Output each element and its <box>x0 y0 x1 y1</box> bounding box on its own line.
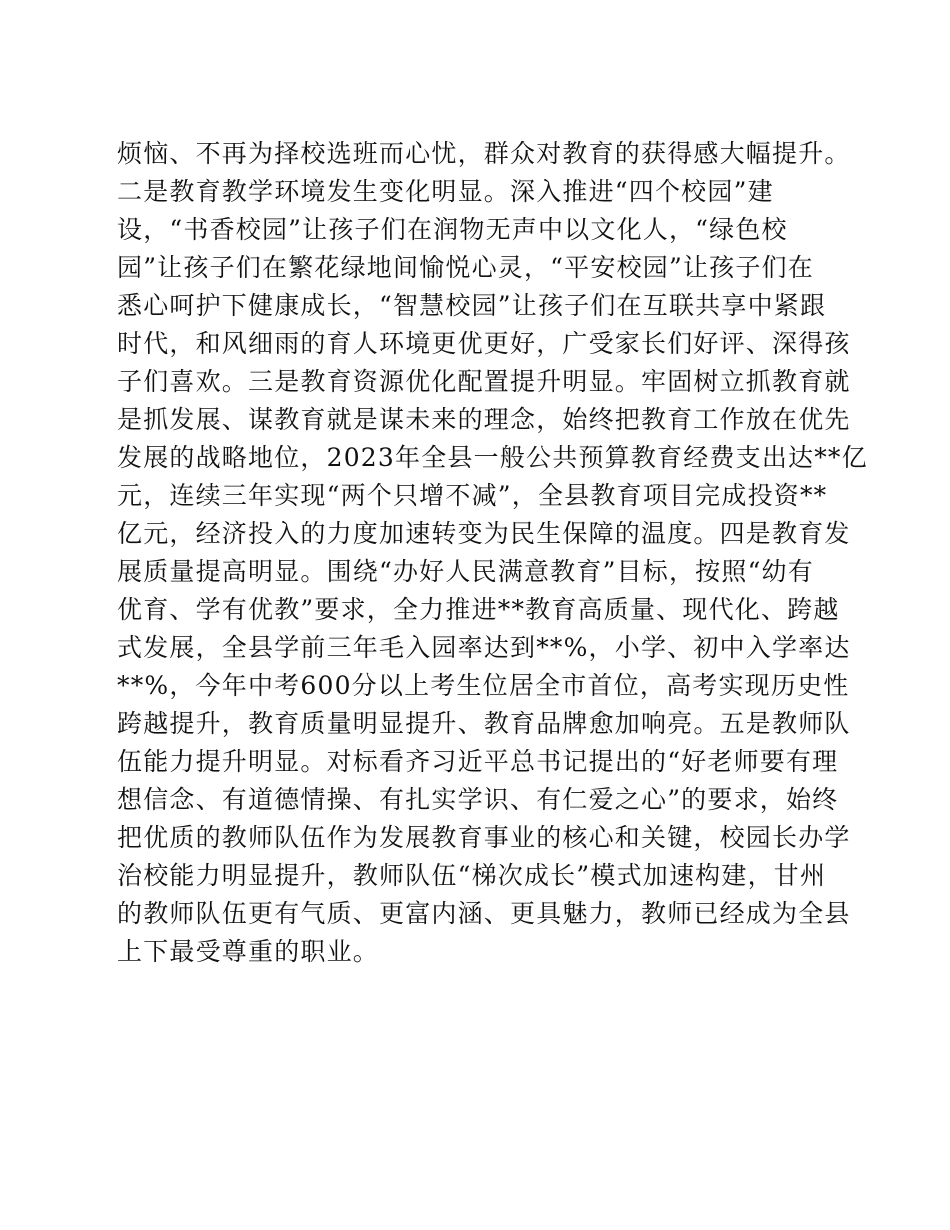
text-line-9: 发展的战略地位，2023年全县一般公共预算教育经费支出达**亿 <box>117 443 868 472</box>
text-line-13: 优育、学有优教”要求，全力推进**教育高质量、现代化、跨越 <box>117 595 840 624</box>
text-line-21: 的教师队伍更有气质、更富内涵、更具魅力，教师已经成为全县 <box>117 899 851 928</box>
text-line-5: 悉心呵护下健康成长，“智慧校园”让孩子们在互联共享中紧跟 <box>117 291 827 320</box>
text-line-14: 式发展，全县学前三年毛入园率达到**%，小学、初中入学率达 <box>117 633 851 662</box>
text-line-11: 亿元，经济投入的力度加速转变为民生保障的温度。四是教育发 <box>117 519 851 548</box>
text-line-18: 想信念、有道德情操、有扎实学识、有仁爱之心”的要求，始终 <box>117 785 839 814</box>
text-line-20: 治校能力明显提升，教师队伍“梯次成长”模式加速构建，甘州 <box>117 861 827 890</box>
text-line-22: 上下最受尊重的职业。 <box>117 937 380 966</box>
body-paragraph <box>117 135 868 971</box>
text-line-19: 把优质的教师队伍作为发展教育事业的核心和关键，校园长办学 <box>117 823 851 852</box>
text-line-7: 子们喜欢。三是教育资源优化配置提升明显。牢固树立抓教育就 <box>117 367 851 396</box>
text-line-8: 是抓发展、谋教育就是谋未来的理念，始终把教育工作放在优先 <box>117 405 851 434</box>
text-line-3: 设，“书香校园”让孩子们在润物无声中以文化人，“绿色校 <box>117 215 788 244</box>
text-line-6: 时代，和风细雨的育人环境更优更好，广受家长们好评、深得孩 <box>117 329 851 358</box>
text-line-1: 烦恼、不再为择校选班而心忧，群众对教育的获得感大幅提升。 <box>117 139 851 168</box>
text-line-15: **%，今年中考600分以上考生位居全市首位，高考实现历史性 <box>117 671 850 700</box>
text-line-17: 伍能力提升明显。对标看齐习近平总书记提出的“好老师要有理 <box>117 747 839 776</box>
text-line-16: 跨越提升，教育质量明显提升、教育品牌愈加响亮。五是教师队 <box>117 709 851 738</box>
text-line-4: 园”让孩子们在繁花绿地间愉悦心灵，“平安校园”让孩子们在 <box>117 253 814 282</box>
text-line-12: 展质量提高明显。围绕“办好人民满意教育”目标，按照“幼有 <box>117 557 814 586</box>
text-line-2: 二是教育教学环境发生变化明显。深入推进“四个校园”建 <box>117 177 774 206</box>
text-line-10: 元，连续三年实现“两个只增不减”，全县教育项目完成投资** <box>117 481 828 510</box>
